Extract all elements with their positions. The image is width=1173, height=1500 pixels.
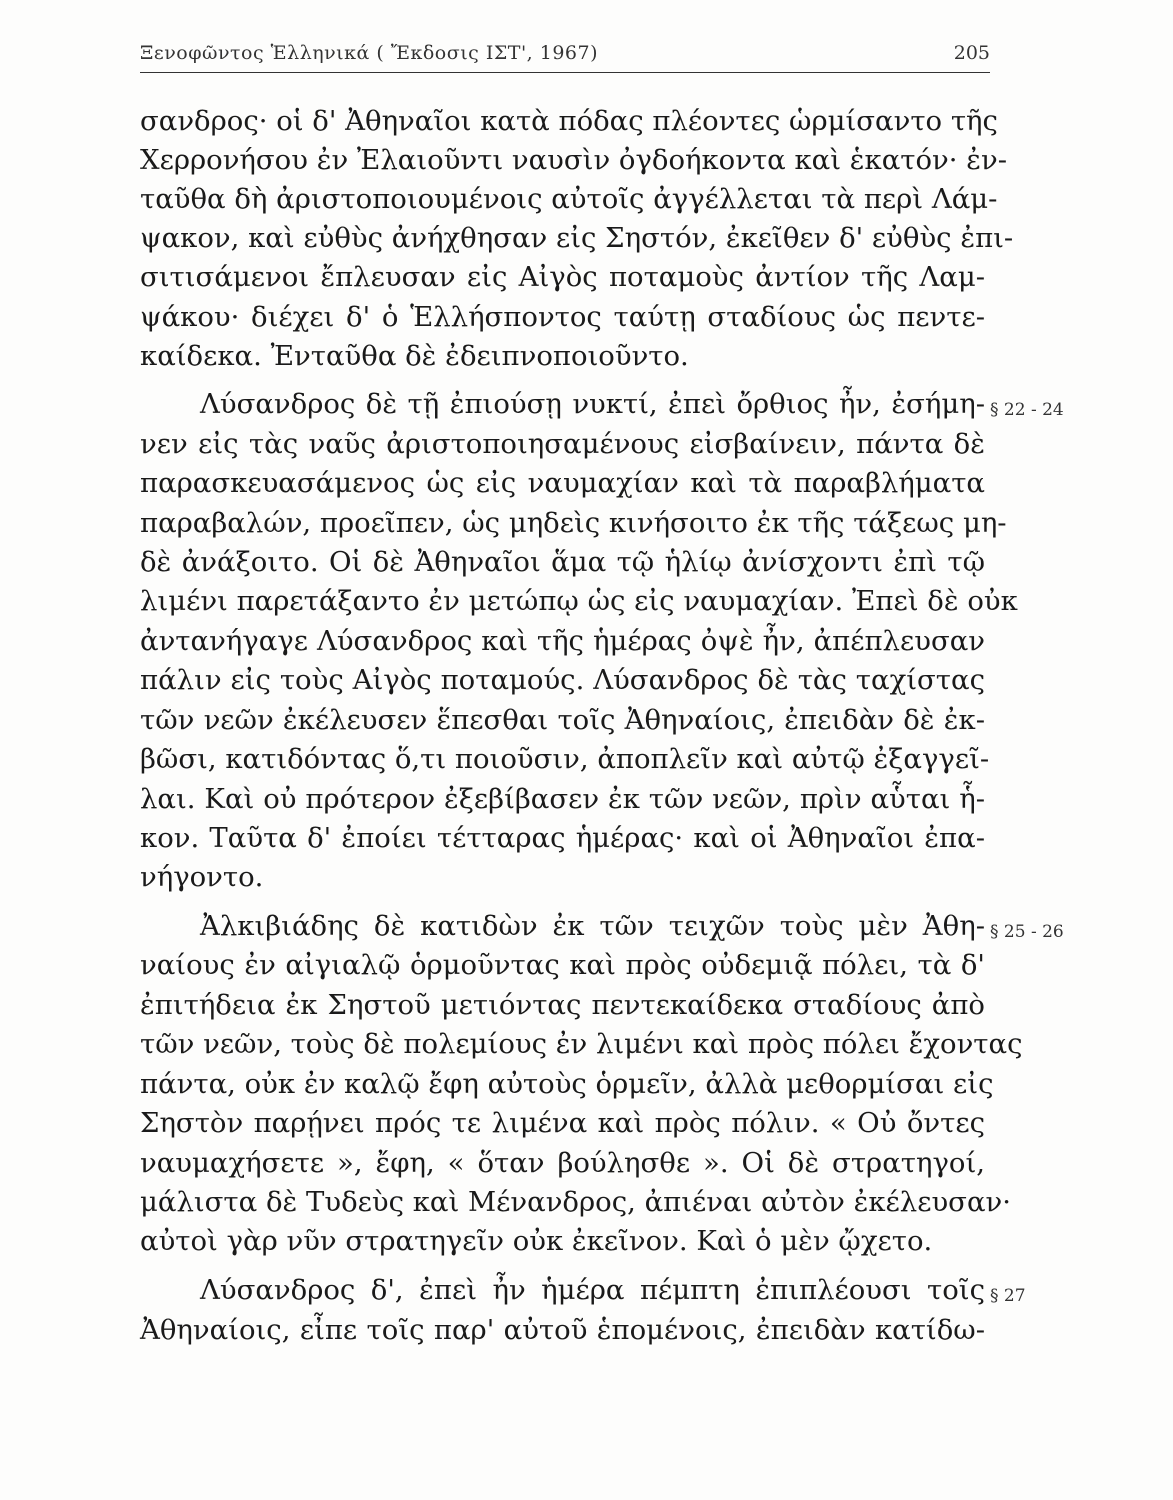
text-line: τῶν νεῶν, τοὺς δὲ πολεμίους ἐν λιμένι καὶ πρὸς πόλει ἔχοντας [140,1028,1023,1060]
text-line: Ἀθηναίοις, εἶπε τοῖς παρ' αὐτοῦ ἑπομένοις, ἐπειδὰν κατίδω- [140,1314,985,1346]
text-line: μάλιστα δὲ Τυδεὺς καὶ Μένανδρος, ἀπιέναι αὐτὸν ἐκέλευσαν· [140,1186,1011,1218]
text-line: τῶν νεῶν ἐκέλευσεν ἕπεσθαι τοῖς Ἀθηναίοις, ἐπειδὰν δὲ ἐκ- [140,704,985,736]
text-line: καίδεκα. Ἐνταῦθα δὲ ἐδειπνοποιοῦντο. [140,340,689,372]
text-line: Ἀλκιβιάδης δὲ κατιδὼν ἐκ τῶν τειχῶν τοὺς μὲν Ἀθη- [200,910,985,942]
running-header [140,38,990,73]
text-line: δὲ ἀνάξοιτο. Οἱ δὲ Ἀθηναῖοι ἅμα τῷ ἡλίῳ ἀνίσχοντι ἐπὶ τῷ [140,546,985,578]
text-line: λαι. Καὶ οὐ πρότερον ἐξεβίβασεν ἐκ τῶν νεῶν, πρὶν αὗται ἧ- [140,783,985,815]
running-title: Ξενοφῶντος Ἑλληνικά ( Ἔκδοσις ΙΣΤ', 1967) [140,42,599,64]
text-line: βῶσι, κατιδόντας ὅ,τι ποιοῦσιν, ἀποπλεῖν καὶ αὐτῷ ἐξαγγεῖ- [140,743,990,775]
text-line: ψάκου· διέχει δ' ὁ Ἑλλήσποντος ταύτῃ σταδίους ὡς πεντε- [140,301,985,333]
text-line: σανδρος· οἱ δ' Ἀθηναῖοι κατὰ πόδας πλέοντες ὡρμίσαντο τῆς [140,105,998,137]
text-line: Λύσανδρος δὲ τῇ ἐπιούσῃ νυκτί, ἐπεὶ ὄρθιος ἦν, ἐσήμη- [200,388,985,420]
text-line: σιτισάμενοι ἔπλευσαν εἰς Αἰγὸς ποταμοὺς ἀντίον τῆς Λαμ- [140,261,985,293]
text-line: ναυμαχήσετε », ἔφη, « ὅταν βούλησθε ». Οἱ δὲ στρατηγοί, [140,1147,985,1179]
text-line: Σηστὸν παρῄνει πρός τε λιμένα καὶ πρὸς πόλιν. « Οὐ ὄντες [140,1107,985,1139]
text-line: πάντα, οὐκ ἐν καλῷ ἔφη αὐτοὺς ὁρμεῖν, ἀλλὰ μεθορμίσαι εἰς [140,1068,994,1100]
text-line: Χερρονήσου ἐν Ἐλαιοῦντι ναυσὶν ὀγδοήκοντα καὶ ἑκατόν· ἐν- [140,144,1008,176]
text-line: ταῦθα δὴ ἀριστοποιουμένοις αὐτοῖς ἀγγέλλεται τὰ περὶ Λάμ- [140,183,998,215]
text-line: κον. Ταῦτα δ' ἐποίει τέτταρας ἡμέρας· καὶ οἱ Ἀθηναῖοι ἐπα- [140,822,985,854]
section-margin-note: § 22 - 24 [990,400,1064,420]
text-line: Λύσανδρος δ', ἐπεὶ ἦν ἡμέρα πέμπτη ἐπιπλέουσι τοῖς [200,1274,985,1306]
text-line: παραβαλών, προεῖπεν, ὡς μηδεὶς κινήσοιτο ἐκ τῆς τάξεως μη- [140,507,1007,539]
text-line: νήγοντο. [140,861,264,893]
section-margin-note: § 25 - 26 [990,922,1064,942]
text-line: ἐπιτήδεια ἐκ Σηστοῦ μετιόντας πεντεκαίδεκα σταδίους ἀπὸ [140,989,985,1021]
text-line: ναίους ἐν αἰγιαλῷ ὁρμοῦντας καὶ πρὸς οὐδεμιᾷ πόλει, τὰ δ' [140,949,985,981]
section-margin-note: § 27 [990,1286,1026,1306]
page-number: 205 [953,42,990,64]
text-line: νεν εἰς τὰς ναῦς ἀριστοποιησαμένους εἰσβαίνειν, πάντα δὲ [140,428,985,460]
text-line: αὐτοὶ γὰρ νῦν στρατηγεῖν οὐκ ἐκεῖνον. Καὶ ὁ μὲν ᾤχετο. [140,1225,933,1257]
text-line: παρασκευασάμενος ὡς εἰς ναυμαχίαν καὶ τὰ παραβλήματα [140,467,985,499]
text-line: πάλιν εἰς τοὺς Αἰγὸς ποταμούς. Λύσανδρος δὲ τὰς ταχίστας [140,664,985,696]
text-line: ψακον, καὶ εὐθὺς ἀνήχθησαν εἰς Σηστόν, ἐκεῖθεν δ' εὐθὺς ἐπι- [140,222,1014,254]
text-line: ἀντανήγαγε Λύσανδρος καὶ τῆς ἡμέρας ὀψὲ ἦν, ἀπέπλευσαν [140,625,985,657]
text-line: λιμένι παρετάξαντο ἐν μετώπῳ ὡς εἰς ναυμαχίαν. Ἐπεὶ δὲ οὐκ [140,585,1018,617]
